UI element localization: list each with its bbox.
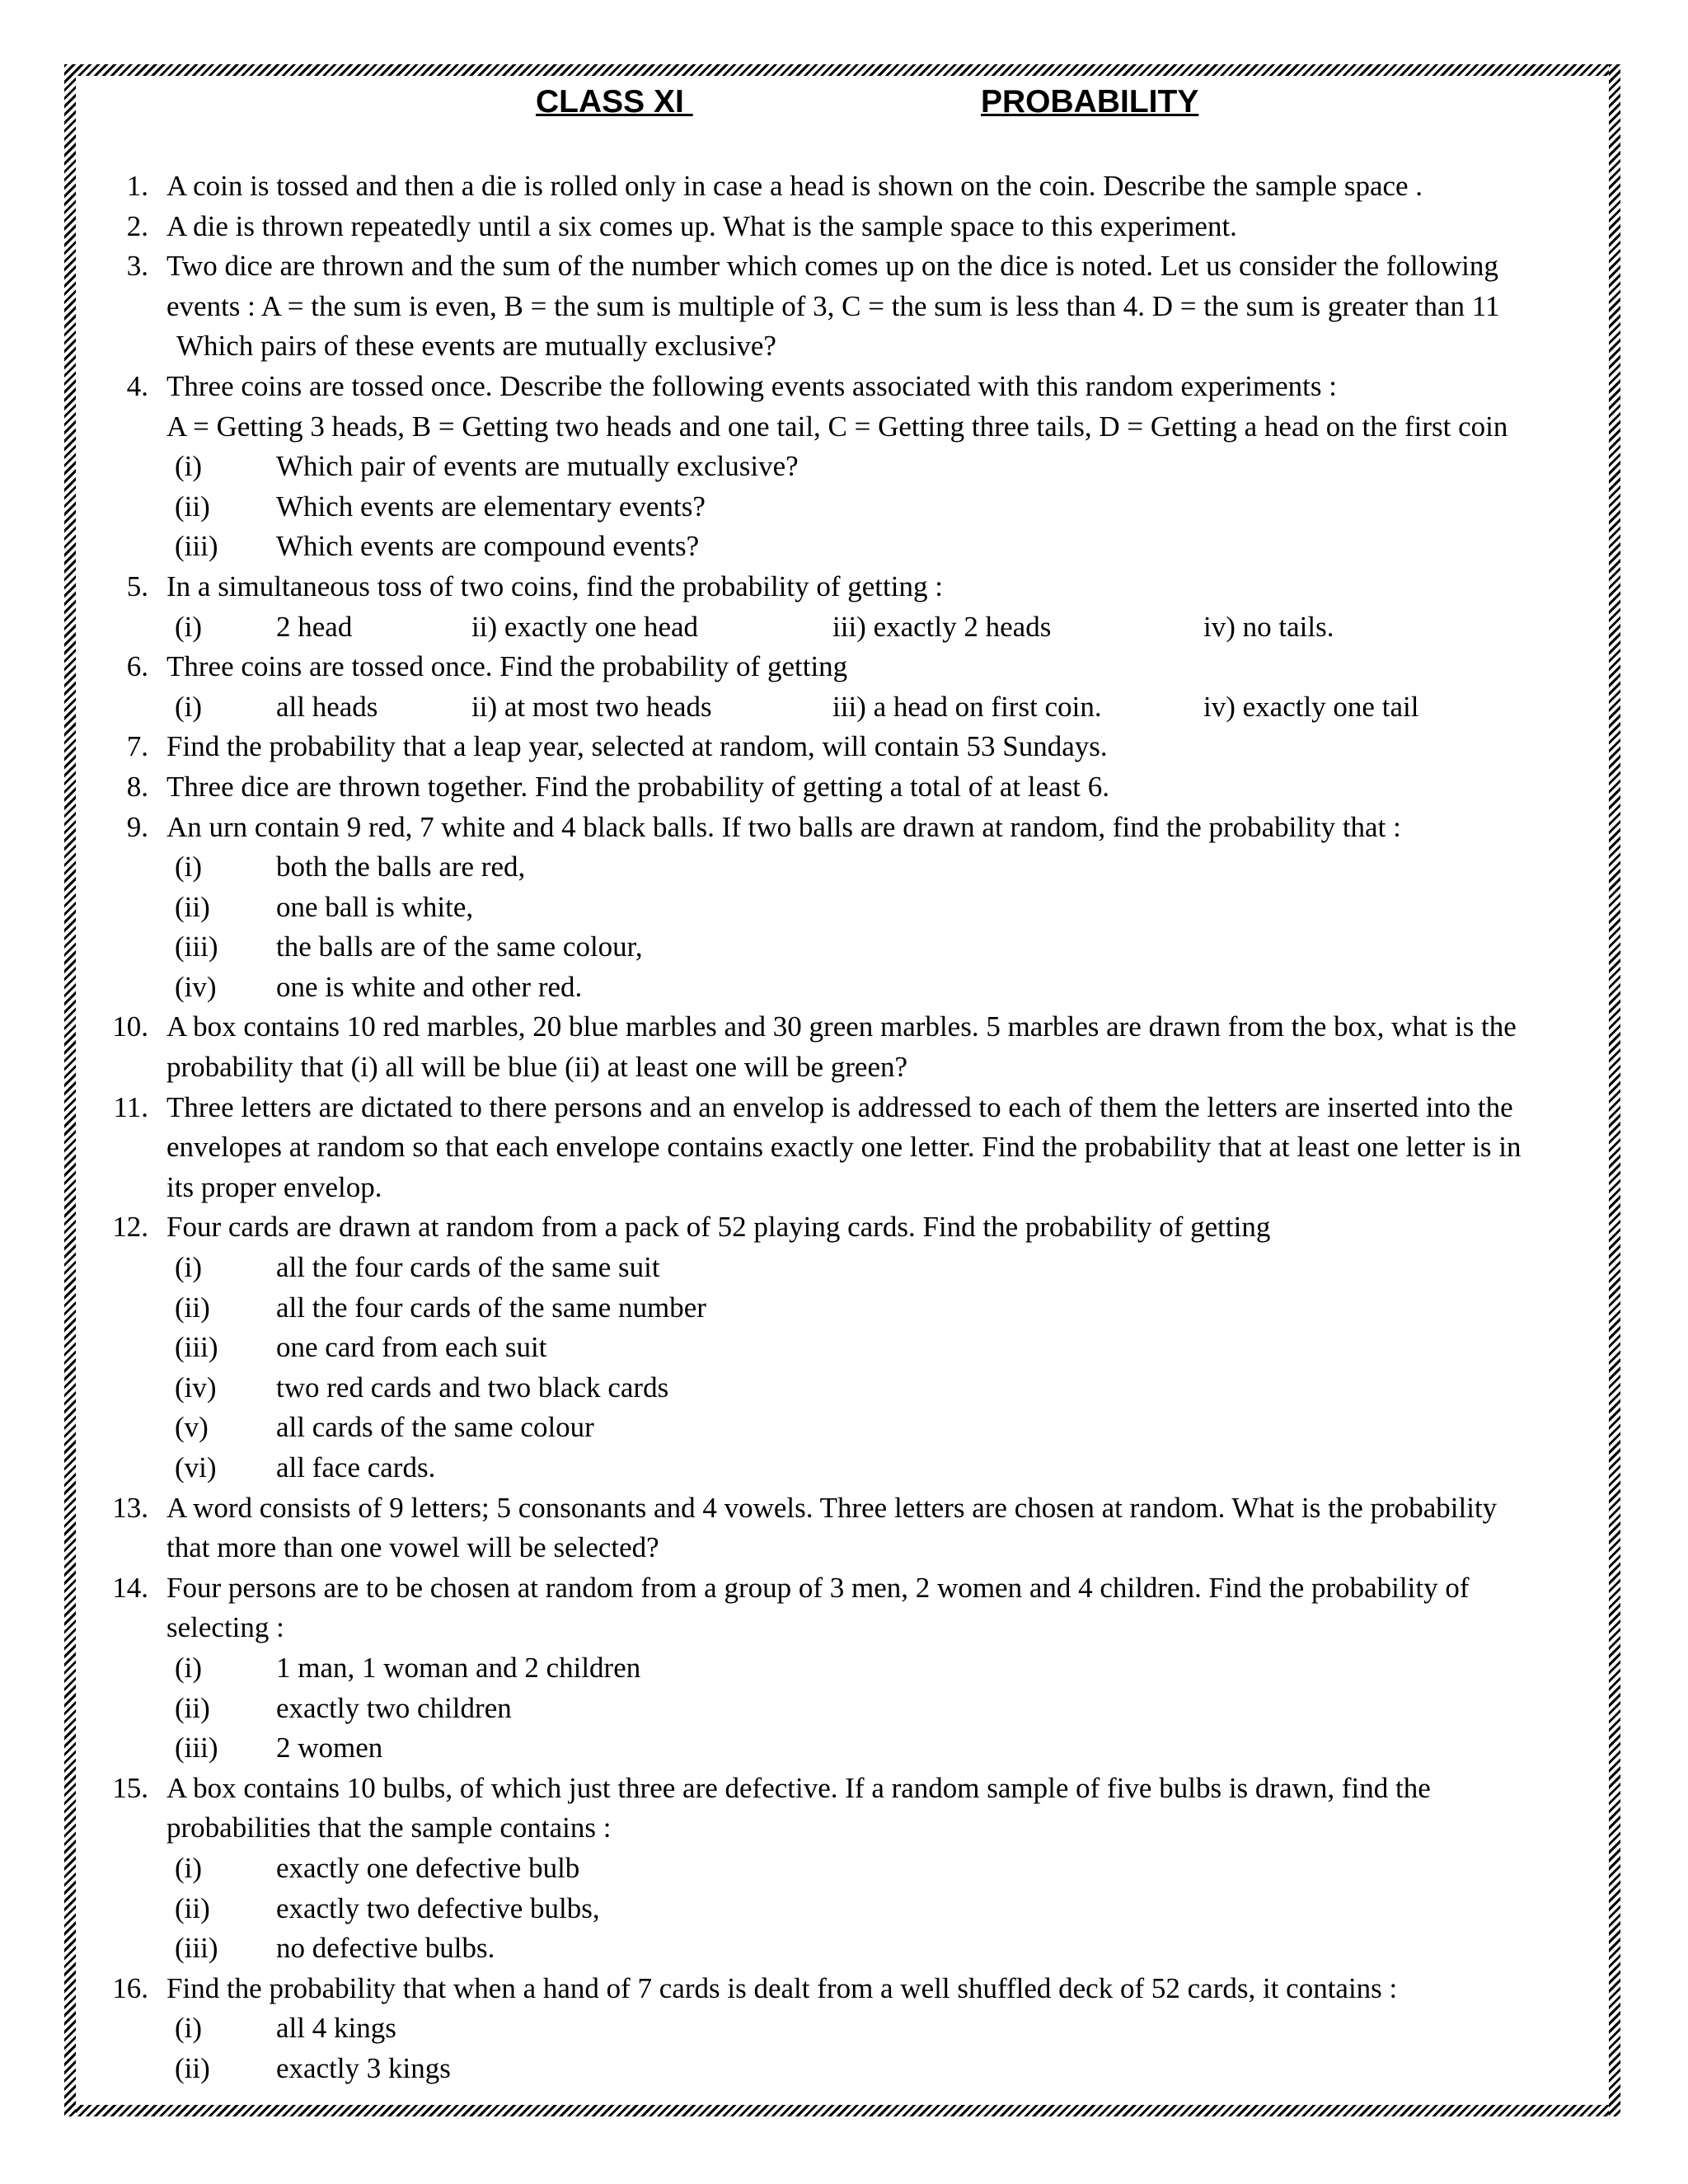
sub-question-numeral: (i) <box>175 1251 203 1284</box>
sub-question-text: 1 man, 1 woman and 2 children <box>276 1651 641 1684</box>
sub-question-text: Which pair of events are mutually exclusive? <box>276 450 799 483</box>
sub-question <box>107 1408 1591 1448</box>
page-border-right <box>1609 64 1620 2116</box>
inline-options <box>107 607 1591 648</box>
inline-option: all heads <box>276 690 378 723</box>
question-text-line: A box contains 10 bulbs, of which just three are defective. If a random sample of five bulbs is drawn, find the <box>166 1771 1431 1804</box>
sub-question-text: exactly 3 kings <box>276 2051 451 2084</box>
question-text-line: probability that (i) all will be blue (ii) at least one will be green? <box>166 1051 908 1084</box>
sub-question-numeral: (ii) <box>175 490 210 523</box>
question-text-line: Find the probability that when a hand of 7 cards is dealt from a well shuffled deck of 52 cards, it contains : <box>166 1971 1398 2004</box>
question-text-line: that more than one vowel will be selected? <box>166 1531 659 1564</box>
sub-question <box>107 1248 1591 1288</box>
sub-question-text: 2 women <box>276 1732 383 1765</box>
sub-question <box>107 1889 1591 1929</box>
question-number: 11. <box>113 1090 148 1123</box>
sub-question-text: all the four cards of the same number <box>276 1291 706 1324</box>
sub-question-text: exactly two children <box>276 1691 512 1724</box>
question-text-line: Two dice are thrown and the sum of the number which comes up on the dice is noted. Let us consider the following <box>166 250 1498 283</box>
question-text-line: In a simultaneous toss of two coins, find the probability of getting : <box>166 569 943 602</box>
sub-question-text: one ball is white, <box>276 890 474 923</box>
inline-option: iv) no tails. <box>1203 610 1334 643</box>
question-number: 5. <box>126 569 148 602</box>
sub-question <box>107 447 1591 487</box>
inline-option: iii) exactly 2 heads <box>832 610 1052 643</box>
question-text-line: Three coins are tossed once. Describe the following events associated with this random experiments : <box>166 369 1337 402</box>
sub-question-numeral: (iv) <box>175 970 217 1003</box>
sub-question <box>107 487 1591 527</box>
sub-question-numeral: (iii) <box>175 530 218 563</box>
sub-question-text: exactly two defective bulbs, <box>276 1891 600 1924</box>
question-text-line: A die is thrown repeatedly until a six comes up. What is the sample space to this experiment. <box>166 209 1237 242</box>
question-16 <box>107 1969 1591 2009</box>
page-border-top <box>64 64 1620 76</box>
sub-question-text: exactly one defective bulb <box>276 1851 580 1884</box>
sub-question-numeral: (ii) <box>175 1691 210 1724</box>
subject-title: PROBABILITY <box>981 84 1199 120</box>
question-list <box>107 166 1591 2089</box>
question-number: 3. <box>126 250 148 283</box>
question-text-line: A coin is tossed and then a die is rolled only in case a head is shown on the coin. Describe the sample space . <box>166 170 1423 202</box>
sub-question-text: two red cards and two black cards <box>276 1371 669 1404</box>
question-number: 12. <box>112 1211 148 1244</box>
question-text-line: A word consists of 9 letters; 5 consonants and 4 vowels. Three letters are chosen at random. What is the probability <box>166 1491 1498 1524</box>
question-number: 1. <box>126 170 148 202</box>
sub-question-numeral: (vi) <box>175 1451 217 1483</box>
sub-question-text: all cards of the same colour <box>276 1411 594 1444</box>
question-number: 2. <box>126 209 148 242</box>
sub-question-text: Which events are compound events? <box>276 530 700 563</box>
question-text-line: probabilities that the sample contains : <box>166 1811 612 1844</box>
question-1 <box>107 166 1591 207</box>
question-8 <box>107 767 1591 808</box>
question-9 <box>107 808 1591 848</box>
inline-option: iii) a head on first coin. <box>832 690 1102 723</box>
sub-question-text: the balls are of the same colour, <box>276 930 643 963</box>
sub-question-numeral: (iii) <box>175 1331 218 1364</box>
sub-question-text: all face cards. <box>276 1451 436 1483</box>
sub-question <box>107 527 1591 567</box>
sub-question <box>107 927 1591 968</box>
sub-question-numeral: (v) <box>175 1411 209 1444</box>
inline-option: 2 head <box>276 610 353 643</box>
question-text-line: Three dice are thrown together. Find the probability of getting a total of at least 6. <box>166 770 1109 803</box>
question-number: 16. <box>112 1971 148 2004</box>
question-13 <box>107 1488 1591 1568</box>
question-11 <box>107 1088 1591 1208</box>
sub-question <box>107 1648 1591 1689</box>
question-number: 13. <box>112 1491 148 1524</box>
question-7 <box>107 727 1591 767</box>
question-number: 10. <box>112 1010 148 1043</box>
inline-option: iv) exactly one tail <box>1203 690 1419 723</box>
class-title: CLASS XI <box>536 84 693 120</box>
question-6 <box>107 647 1591 687</box>
question-text-line: A box contains 10 red marbles, 20 blue marbles and 30 green marbles. 5 marbles are drawn from the box, what is the <box>166 1010 1517 1043</box>
sub-question-numeral: (iii) <box>175 1732 218 1765</box>
question-number: 7. <box>126 730 148 763</box>
sub-question <box>107 2008 1591 2049</box>
sub-question-text: all 4 kings <box>276 2012 396 2045</box>
sub-question-numeral: (ii) <box>175 1891 210 1924</box>
sub-question-numeral: (iii) <box>175 930 218 963</box>
question-text-line: selecting : <box>166 1611 284 1644</box>
sub-question <box>107 1849 1591 1889</box>
sub-question-text: Which events are elementary events? <box>276 490 706 523</box>
page-border-bottom <box>64 2105 1620 2116</box>
question-2 <box>107 207 1591 247</box>
question-5 <box>107 567 1591 607</box>
sub-question-text: all the four cards of the same suit <box>276 1251 660 1284</box>
question-text-line: events : A = the sum is even, B = the sum is multiple of 3, C = the sum is less than 4. D = the sum is greater than 11 <box>166 289 1500 322</box>
question-text-line: Three letters are dictated to there persons and an envelop is addressed to each of them the letters are inserted into the <box>166 1090 1513 1123</box>
sub-question-numeral: (ii) <box>175 890 210 923</box>
question-text-line: Find the probability that a leap year, selected at random, will contain 53 Sundays. <box>166 730 1108 763</box>
sub-question <box>107 1448 1591 1488</box>
page-border-left <box>64 64 76 2116</box>
question-number: 4. <box>126 369 148 402</box>
question-number: 14. <box>112 1571 148 1604</box>
sub-question-text: no defective bulbs. <box>276 1932 495 1965</box>
question-number: 8. <box>126 770 148 803</box>
question-number: 15. <box>112 1771 148 1804</box>
sub-question-numeral: (ii) <box>175 2051 210 2084</box>
sub-question-text: one card from each suit <box>276 1331 547 1364</box>
inline-option: ii) at most two heads <box>471 690 712 723</box>
question-4 <box>107 367 1591 447</box>
question-3 <box>107 246 1591 367</box>
question-number: 6. <box>126 650 148 683</box>
question-text-line: Four persons are to be chosen at random from a group of 3 men, 2 women and 4 children. Find the probability of <box>166 1571 1470 1604</box>
sub-question <box>107 1689 1591 1729</box>
question-text-line: Four cards are drawn at random from a pack of 52 playing cards. Find the probability of getting <box>166 1211 1271 1244</box>
sub-question <box>107 1368 1591 1408</box>
inline-options <box>107 687 1591 728</box>
sub-question-numeral: (i) <box>175 851 203 883</box>
sub-question-numeral: (ii) <box>175 1291 210 1324</box>
sub-question-text: one is white and other red. <box>276 970 583 1003</box>
sub-question <box>107 1288 1591 1329</box>
question-14 <box>107 1568 1591 1648</box>
sub-question <box>107 847 1591 888</box>
sub-question-numeral: (i) <box>175 1851 203 1884</box>
question-text-line: its proper envelop. <box>166 1170 382 1203</box>
question-15 <box>107 1769 1591 1849</box>
sub-question <box>107 2049 1591 2089</box>
question-number: 9. <box>126 810 148 843</box>
page-header <box>0 84 1688 124</box>
sub-question <box>107 888 1591 928</box>
question-text-line: Three coins are tossed once. Find the probability of getting <box>166 650 848 683</box>
sub-question <box>107 1929 1591 1969</box>
inline-option: (i) <box>175 610 203 643</box>
question-text-line: An urn contain 9 red, 7 white and 4 black balls. If two balls are drawn at random, find the probability that : <box>166 810 1401 843</box>
inline-option: (i) <box>175 690 203 723</box>
inline-option: ii) exactly one head <box>471 610 699 643</box>
question-text-line: Which pairs of these events are mutually exclusive? <box>176 330 776 363</box>
question-text-line: A = Getting 3 heads, B = Getting two heads and one tail, C = Getting three tails, D = Getting a head on the first coin <box>166 410 1508 443</box>
sub-question <box>107 968 1591 1008</box>
sub-question-text: both the balls are red, <box>276 851 526 883</box>
sub-question <box>107 1328 1591 1368</box>
question-text-line: envelopes at random so that each envelope contains exactly one letter. Find the probability that at least one letter is in <box>166 1131 1522 1164</box>
sub-question <box>107 1728 1591 1769</box>
sub-question-numeral: (iv) <box>175 1371 217 1404</box>
question-12 <box>107 1207 1591 1248</box>
sub-question-numeral: (i) <box>175 2012 203 2045</box>
sub-question-numeral: (i) <box>175 450 203 483</box>
sub-question-numeral: (i) <box>175 1651 203 1684</box>
question-10 <box>107 1007 1591 1087</box>
sub-question-numeral: (iii) <box>175 1932 218 1965</box>
